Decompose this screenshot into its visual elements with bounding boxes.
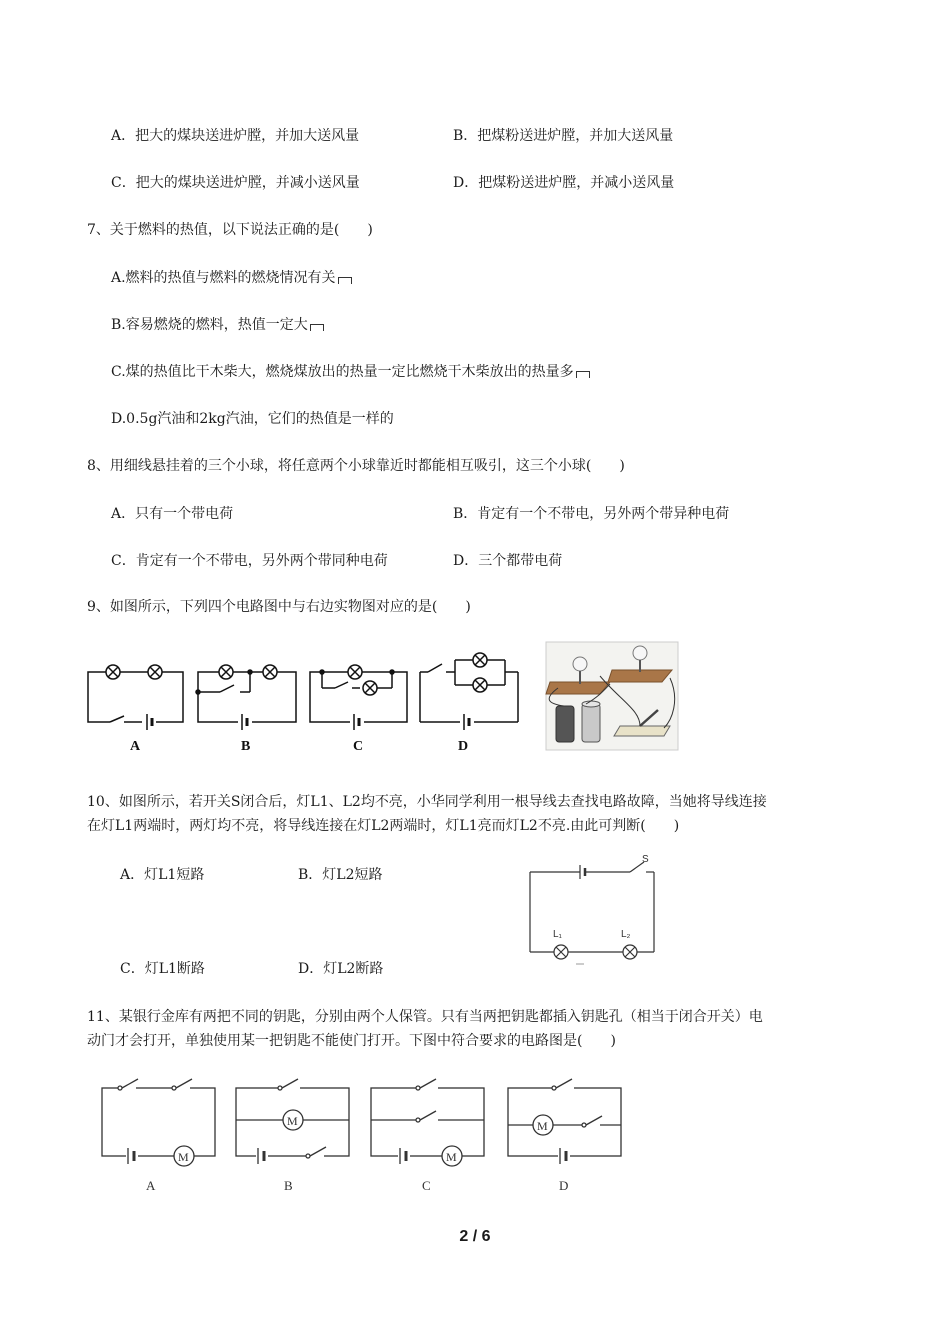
q9-label-a: A bbox=[130, 739, 141, 754]
q11-motor-b: M bbox=[287, 1114, 298, 1128]
q7-option-b: B.容易燃烧的燃料，热值一定大 bbox=[111, 316, 324, 334]
q11-motor-c: M bbox=[446, 1150, 457, 1164]
q10-option-a: A．灯L1短路 bbox=[120, 867, 205, 883]
q7-stem: 7、关于燃料的热值，以下说法正确的是( ) bbox=[87, 222, 373, 238]
q11-motor-a: M bbox=[178, 1150, 189, 1164]
q9-circuit-figure bbox=[80, 640, 690, 760]
q11-motor-d: M bbox=[537, 1119, 548, 1133]
q10-circuit-figure bbox=[520, 850, 670, 970]
q9-apparatus-picture bbox=[546, 642, 678, 750]
q10-lamp2-label: L₂ bbox=[621, 929, 631, 940]
q10-lamp1-label: L₁ bbox=[553, 929, 562, 940]
q11-circuit-c bbox=[371, 1079, 484, 1193]
q10-switch-label: S bbox=[642, 854, 649, 865]
q8-option-c: C．肯定有一个不带电，另外两个带同种电荷 bbox=[111, 553, 388, 569]
q11-label-c: C bbox=[422, 1178, 431, 1193]
q8-stem: 8、用细线悬挂着的三个小球，将任意两个小球靠近时都能相互吸引，这三个小球( ) bbox=[87, 458, 625, 474]
q7-option-c: C.煤的热值比干木柴大，燃烧煤放出的热量一定比燃烧干木柴放出的热量多 bbox=[111, 363, 590, 381]
q10-option-c: C．灯L1断路 bbox=[120, 961, 205, 977]
q9-label-b: B bbox=[241, 739, 251, 754]
q8-option-b: B．肯定有一个不带电，另外两个带异种电荷 bbox=[453, 506, 730, 522]
q6-option-c: C．把大的煤块送进炉膛，并减小送风量 bbox=[111, 175, 360, 191]
q11-stem-line1: 11、某银行金库有两把不同的钥匙，分别由两个人保管。只有当两把钥匙都插入钥匙孔（相当于闭合开关）电 bbox=[87, 1009, 763, 1025]
q9-circuit-b bbox=[196, 665, 296, 754]
q11-stem-line2: 动门才会打开，单独使用某一把钥匙不能使门打开。下图中符合要求的电路图是( ) bbox=[87, 1033, 616, 1049]
q11-circuit-figure bbox=[88, 1070, 648, 1200]
q7-option-d: D.0.5g汽油和2kg汽油，它们的热值是一样的 bbox=[111, 411, 394, 427]
q6-option-a: A．把大的煤块送进炉膛，并加大送风量 bbox=[111, 128, 360, 144]
q8-option-d: D．三个都带电荷 bbox=[453, 553, 563, 569]
q10-option-d: D．灯L2断路 bbox=[298, 961, 384, 977]
q9-label-c: C bbox=[353, 739, 364, 754]
q11-label-a: A bbox=[146, 1178, 156, 1193]
q10-option-b: B．灯L2短路 bbox=[298, 867, 383, 883]
q9-circuit-a bbox=[88, 665, 183, 754]
q6-option-d: D．把煤粉送进炉膛，并减小送风量 bbox=[453, 175, 675, 191]
q9-circuit-d bbox=[420, 653, 518, 754]
q11-label-b: B bbox=[284, 1178, 293, 1193]
q9-label-d: D bbox=[458, 739, 469, 754]
q10-stem-line1: 10、如图所示，若开关S闭合后，灯L1、L2均不亮，小华同学利用一根导线去查找电路故障，当她将导线连接 bbox=[87, 794, 767, 810]
q10-stem-line2: 在灯L1两端时，两灯均不亮，将导线连接在灯L2两端时，灯L1亮而灯L2不亮.由此可判断( ) bbox=[87, 818, 680, 834]
q6-option-b: B．把煤粉送进炉膛，并加大送风量 bbox=[453, 128, 674, 144]
q11-label-d: D bbox=[559, 1178, 569, 1193]
q11-circuit-d bbox=[508, 1079, 621, 1193]
q9-stem: 9、如图所示，下列四个电路图中与右边实物图对应的是( ) bbox=[87, 599, 471, 615]
q7-option-a: A.燃料的热值与燃料的燃烧情况有关 bbox=[111, 269, 352, 287]
page-number: 2 / 6 bbox=[459, 1228, 491, 1245]
q9-circuit-c bbox=[310, 665, 407, 754]
q8-option-a: A．只有一个带电荷 bbox=[111, 506, 234, 522]
q11-circuit-b bbox=[236, 1079, 349, 1193]
q11-circuit-a bbox=[102, 1079, 215, 1193]
